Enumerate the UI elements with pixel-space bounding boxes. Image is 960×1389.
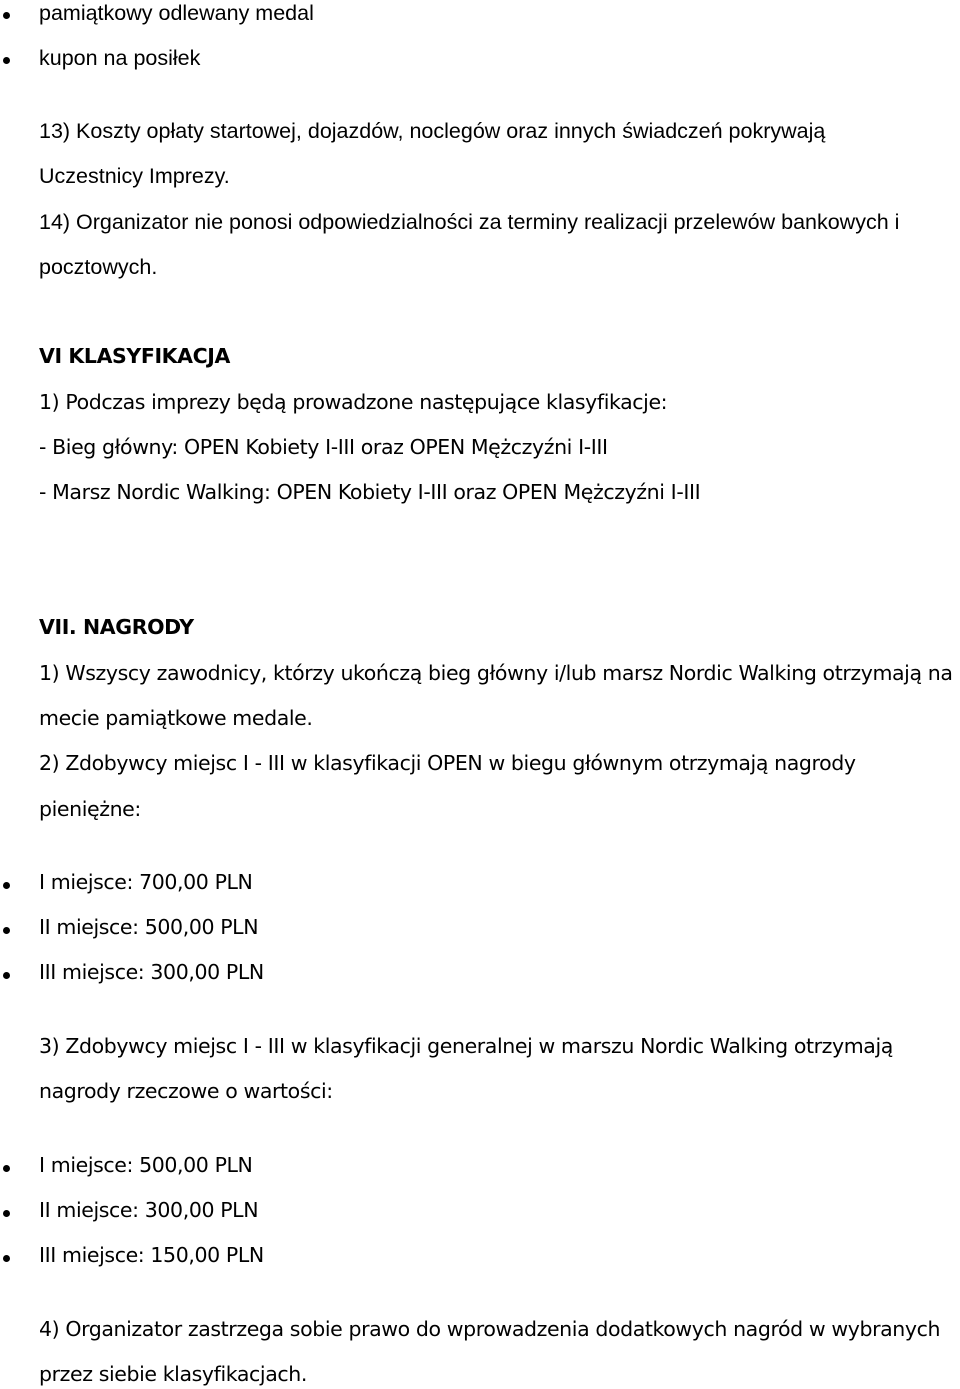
list-item: III miejsce: 150,00 PLN [39, 1243, 264, 1267]
prizes-p3-line-2: nagrody rzeczowe o wartości: [39, 1079, 333, 1103]
list-item: III miejsce: 300,00 PLN [39, 960, 264, 984]
prizes-p2-line-2: pieniężne: [39, 797, 141, 821]
list-item: II miejsce: 300,00 PLN [39, 1198, 259, 1222]
paragraph-13-line-2: Uczestnicy Imprezy. [39, 164, 230, 188]
classification-nordic-walking: - Marsz Nordic Walking: OPEN Kobiety I-III oraz OPEN Mężczyźni I-III [39, 480, 701, 504]
bullet-icon [3, 882, 10, 889]
paragraph-13-line-1: 13) Koszty opłaty startowej, dojazdów, noclegów oraz innych świadczeń pokrywają [39, 119, 826, 143]
prizes-p1-line-2: mecie pamiątkowe medale. [39, 706, 313, 730]
prizes-p2-line-1: 2) Zdobywcy miejsc I - III w klasyfikacji OPEN w biegu głównym otrzymają nagrody [39, 751, 856, 775]
prizes-p1-line-1: 1) Wszyscy zawodnicy, którzy ukończą bieg główny i/lub marsz Nordic Walking otrzymają na [39, 661, 953, 685]
bullet-icon [3, 972, 10, 979]
section-heading-classification: VI KLASYFIKACJA [39, 344, 230, 368]
section-heading-prizes: VII. NAGRODY [39, 615, 194, 639]
paragraph-14-line-2: pocztowych. [39, 255, 158, 279]
prizes-p3-line-1: 3) Zdobywcy miejsc I - III w klasyfikacji generalnej w marszu Nordic Walking otrzymają [39, 1034, 893, 1058]
bullet-icon [3, 12, 10, 19]
prizes-p4-line-2: przez siebie klasyfikacjach. [39, 1362, 307, 1386]
classification-run: - Bieg główny: OPEN Kobiety I-III oraz OPEN Mężczyźni I-III [39, 435, 608, 459]
prizes-p4-line-1: 4) Organizator zastrzega sobie prawo do wprowadzenia dodatkowych nagród w wybranych [39, 1317, 941, 1341]
bullet-icon [3, 1165, 10, 1172]
paragraph-14-line-1: 14) Organizator nie ponosi odpowiedzialności za terminy realizacji przelewów bankowych i [39, 210, 900, 234]
list-item: I miejsce: 500,00 PLN [39, 1153, 253, 1177]
list-item: I miejsce: 700,00 PLN [39, 870, 253, 894]
bullet-icon [3, 57, 10, 64]
bullet-icon [3, 1210, 10, 1217]
classification-intro: 1) Podczas imprezy będą prowadzone następujące klasyfikacje: [39, 390, 668, 414]
list-item: pamiątkowy odlewany medal [39, 1, 314, 25]
list-item: kupon na posiłek [39, 46, 201, 70]
list-item: II miejsce: 500,00 PLN [39, 915, 259, 939]
bullet-icon [3, 1255, 10, 1262]
bullet-icon [3, 927, 10, 934]
